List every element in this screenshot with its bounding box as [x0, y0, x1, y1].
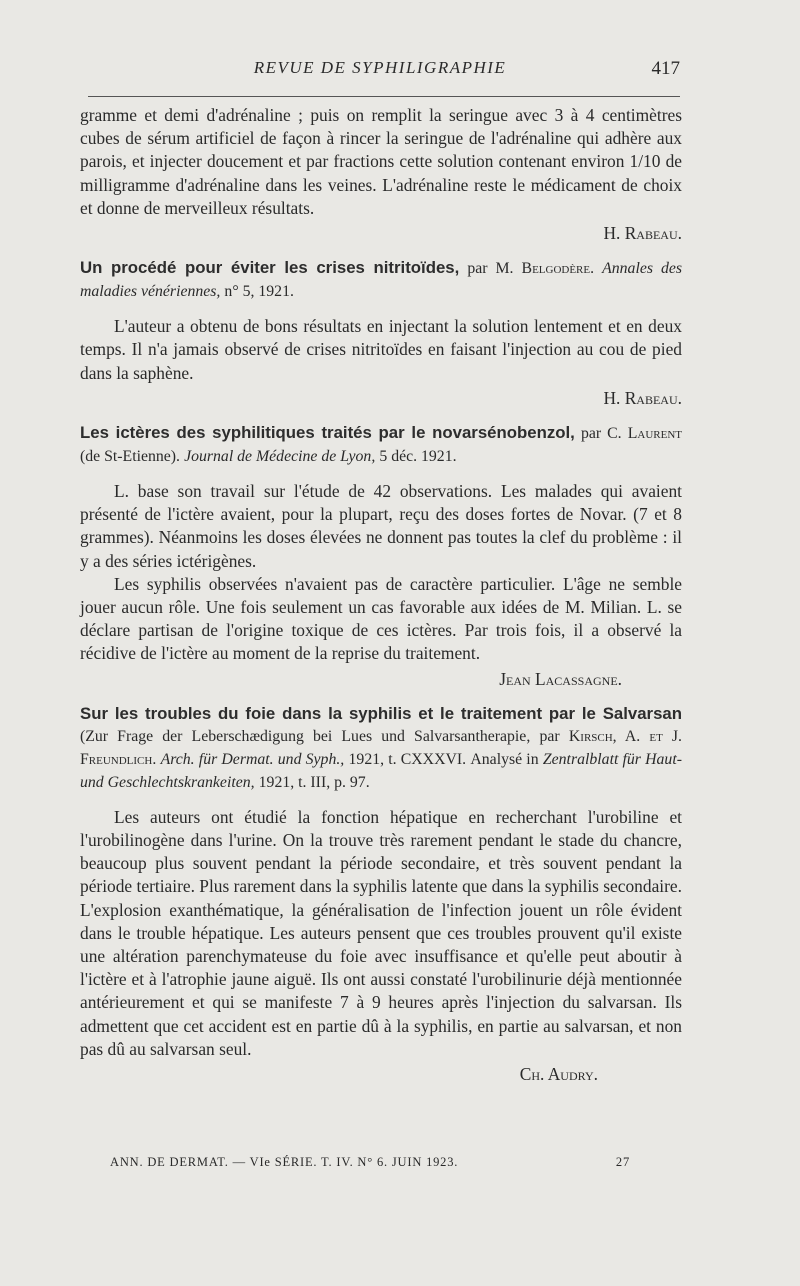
article-3-signature: Ch. Audry.	[519, 1064, 598, 1085]
page-number: 417	[651, 58, 680, 79]
article-2-ref: 5 déc. 1921.	[379, 448, 457, 466]
article-1-ref: n° 5, 1921.	[224, 283, 294, 301]
running-title: REVUE DE SYPHILIGRAPHIE	[253, 58, 507, 77]
article-1-paragraph: L'auteur a obtenu de bons résultats en injectant la solution lentement et en deux temps. Il n'a jamais observé de crises nitritoïdes en faisant l'injection au cou de pied dans la saphène.	[80, 316, 682, 383]
article-1	[80, 257, 682, 410]
article-2-paragraph-1: L. base son travail sur l'étude de 42 observations. Les malades qui avaient présenté de l'ictère avaient, pour la plupart, reçu des doses fortes de Novar. (7 et 8 grammes). Néanmoins les doses élevées ne donnent pas toutes la clef du problème : il y a des séries ictérigènes.	[80, 481, 682, 571]
article-2-title: Les ictères des syphilitiques traités par le novarsénobenzol,	[80, 423, 575, 443]
article-2-journal: Journal de Médecine de Lyon,	[184, 448, 376, 466]
page-content	[80, 104, 682, 1086]
article-1-heading	[80, 257, 682, 303]
article-3-authors: Kirsch, A. et J. Freundlich.	[80, 727, 683, 768]
header-rule	[88, 96, 680, 97]
continuation-signature: H. Rabeau.	[603, 223, 682, 244]
article-3-paragraph: Les auteurs ont étudié la fonction hépatique en recherchant l'urobiline et l'urobilinogène dans l'urine. On la trouve très rarement pendant le stade du chancre, beaucoup plus souvent pendant la période secondaire, et très souvent pendant la période tertiaire. Plus rarement dans la syphilis latente que dans la syphilis secondaire. L'explosion exanthématique, la généralisation de l'infection jouent un rôle évident dans le trouble hépatique. Les auteurs pensent que ces troubles prouvent qu'il existe une altération parenchymateuse du foie avec insuffisance et qu'elle peut aboutir à l'ictère et à l'atrophie jaune aiguë. Ils ont aussi constaté l'urobilinurie déjà mentionnée antérieurement et qui se manifeste 7 à 9 heures après l'injection du salvarsan. Ils admettent que cet accident est en partie dû à la syphilis, en partie au salvarsan, et non pas dû au salvarsan seul.	[80, 806, 682, 1059]
article-3-analysed: Analysé in	[470, 750, 539, 768]
article-3-title: Sur les troubles du foie dans la syphilis et le traitement par le Salvarsan	[80, 703, 682, 723]
article-3-heading	[80, 703, 682, 794]
article-1-author: Belgodère.	[521, 260, 595, 278]
page-header	[80, 58, 680, 88]
article-3-journal-2: Zentralblatt für Haut-und Geschlechtskrankeiten,	[80, 750, 682, 791]
article-1-title: Un procédé pour éviter les crises nitritoïdes,	[80, 258, 460, 278]
continuation-paragraph: gramme et demi d'adrénaline ; puis on remplit la seringue avec 3 à 4 centimètres cubes de sérum artificiel de façon à rincer la seringue de l'adrénaline qui adhère aux parois, et injecter doucement et par fractions cette solution contenant environ 1/10 de milligramme d'adrénaline dans les veines. L'adrénaline reste le médicament de choix et donne de merveilleux résultats.	[80, 105, 682, 218]
article-3-ref-2: 1921, t. III, p. 97.	[258, 773, 370, 791]
article-2-place: (de St-Etienne).	[80, 448, 181, 466]
article-1-signature: H. Rabeau.	[603, 387, 682, 408]
footer-citation: ANN. DE DERMAT. — VIe SÉRIE. T. IV. N° 6. JUIN 1923.	[110, 1155, 459, 1169]
article-1-journal: Annales des maladies vénériennes,	[80, 260, 683, 301]
article-2-by: par C.	[580, 425, 622, 443]
article-2-author: Laurent	[627, 425, 683, 443]
article-2	[80, 422, 682, 691]
article-1-by: par M.	[467, 260, 514, 278]
article-2-signature: Jean Lacassagne.	[499, 668, 622, 689]
article-3-original-title: (Zur Frage der Leberschædigung bei Lues und Salvarsantherapie,	[80, 727, 531, 745]
article-3	[80, 703, 682, 1086]
article-3-by: par	[539, 727, 560, 745]
footer-signature-mark: 27	[615, 1155, 630, 1169]
article-2-heading	[80, 422, 682, 468]
article-3-journal: Arch. für Dermat. und Syph.,	[160, 750, 345, 768]
article-3-ref: 1921, t. CXXXVI.	[348, 750, 467, 768]
article-2-paragraph-2: Les syphilis observées n'avaient pas de caractère particulier. L'âge ne semble jouer aucun rôle. Une fois seulement un cas favorable aux idées de M. Milian. L. se déclare partisan de l'origine toxique de ces ictères. Par trois fois, il a observé la récidive de l'ictère au moment de la reprise du traitement.	[80, 573, 682, 664]
